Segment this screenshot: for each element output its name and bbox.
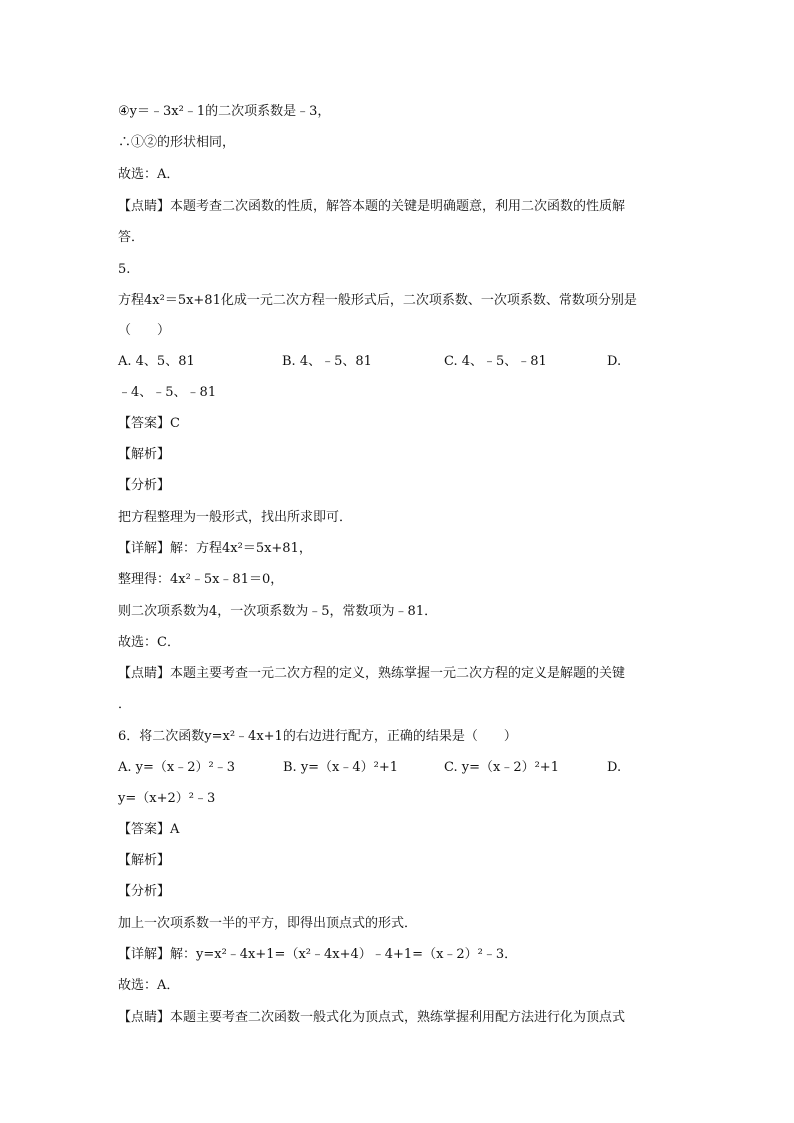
text-line: 【点睛】本题主要考查二次函数一般式化为顶点式，熟练掌握利用配方法进行化为顶点式 [118,1010,626,1025]
text-line: 把方程整理为一般形式，找出所求即可． [118,510,353,525]
question-number: 5. [118,262,131,277]
text-line: ④y＝﹣3x²﹣1的二次项系数是﹣3， [118,104,331,119]
option-a: A. y=（x﹣2）²﹣3 [118,760,235,775]
answer-label: 【答案】C [118,416,180,431]
text-line: ∴①②的形状相同， [118,135,236,150]
option-d: D. [607,760,622,775]
option-c: C. y=（x﹣2）²+1 [444,760,559,775]
option-a: A. 4、5、81 [118,354,195,369]
text-line: 故选：A． [118,978,180,993]
text-line: 【点睛】本题主要考查一元二次方程的定义，熟练掌握一元二次方程的定义是解题的关键 [118,666,626,681]
option-d-value: ﹣4、﹣5、﹣81 [118,385,217,400]
question-stem: 方程4x²＝5x+81化成一元二次方程一般形式后，二次项系数、一次项系数、常数项分别是 [118,293,637,308]
answer-label: 【答案】A [118,822,180,837]
analysis-heading: 【分析】 [118,478,171,493]
option-d: D. [607,354,622,369]
analysis-label: 【解析】 [118,447,171,462]
text-line: 故选：A． [118,167,180,182]
text-line: 故选：C． [118,635,180,650]
solution-line: 【详解】解：y=x²﹣4x+1=（x²﹣4x+4）﹣4+1=（x﹣2）²﹣3． [118,947,518,962]
option-c: C. 4、﹣5、﹣81 [444,354,547,369]
solution-line: 【详解】解：方程4x²＝5x+81， [118,541,312,556]
answer-blank: （ ） [118,323,171,338]
analysis-heading: 【分析】 [118,884,171,899]
option-b: B. y=（x﹣4）²+1 [283,760,399,775]
text-line: 【点睛】本题考查二次函数的性质，解答本题的关键是明确题意，利用二次函数的性质解 [118,199,626,214]
solution-line: 整理得：4x²﹣5x﹣81＝0， [118,572,284,587]
text-line: ． [118,697,132,712]
text-line: 加上一次项系数一半的平方，即得出顶点式的形式． [118,916,418,931]
analysis-label: 【解析】 [118,853,171,868]
solution-line: 则二次项系数为4，一次项系数为﹣5，常数项为﹣81． [118,604,438,619]
option-b: B. 4、﹣5、81 [282,354,372,369]
question-stem: 6．将二次函数y=x²﹣4x+1的右边进行配方，正确的结果是（ ） [118,729,517,744]
text-line: 答． [118,230,145,245]
option-d-value: y=（x+2）²﹣3 [118,791,216,806]
